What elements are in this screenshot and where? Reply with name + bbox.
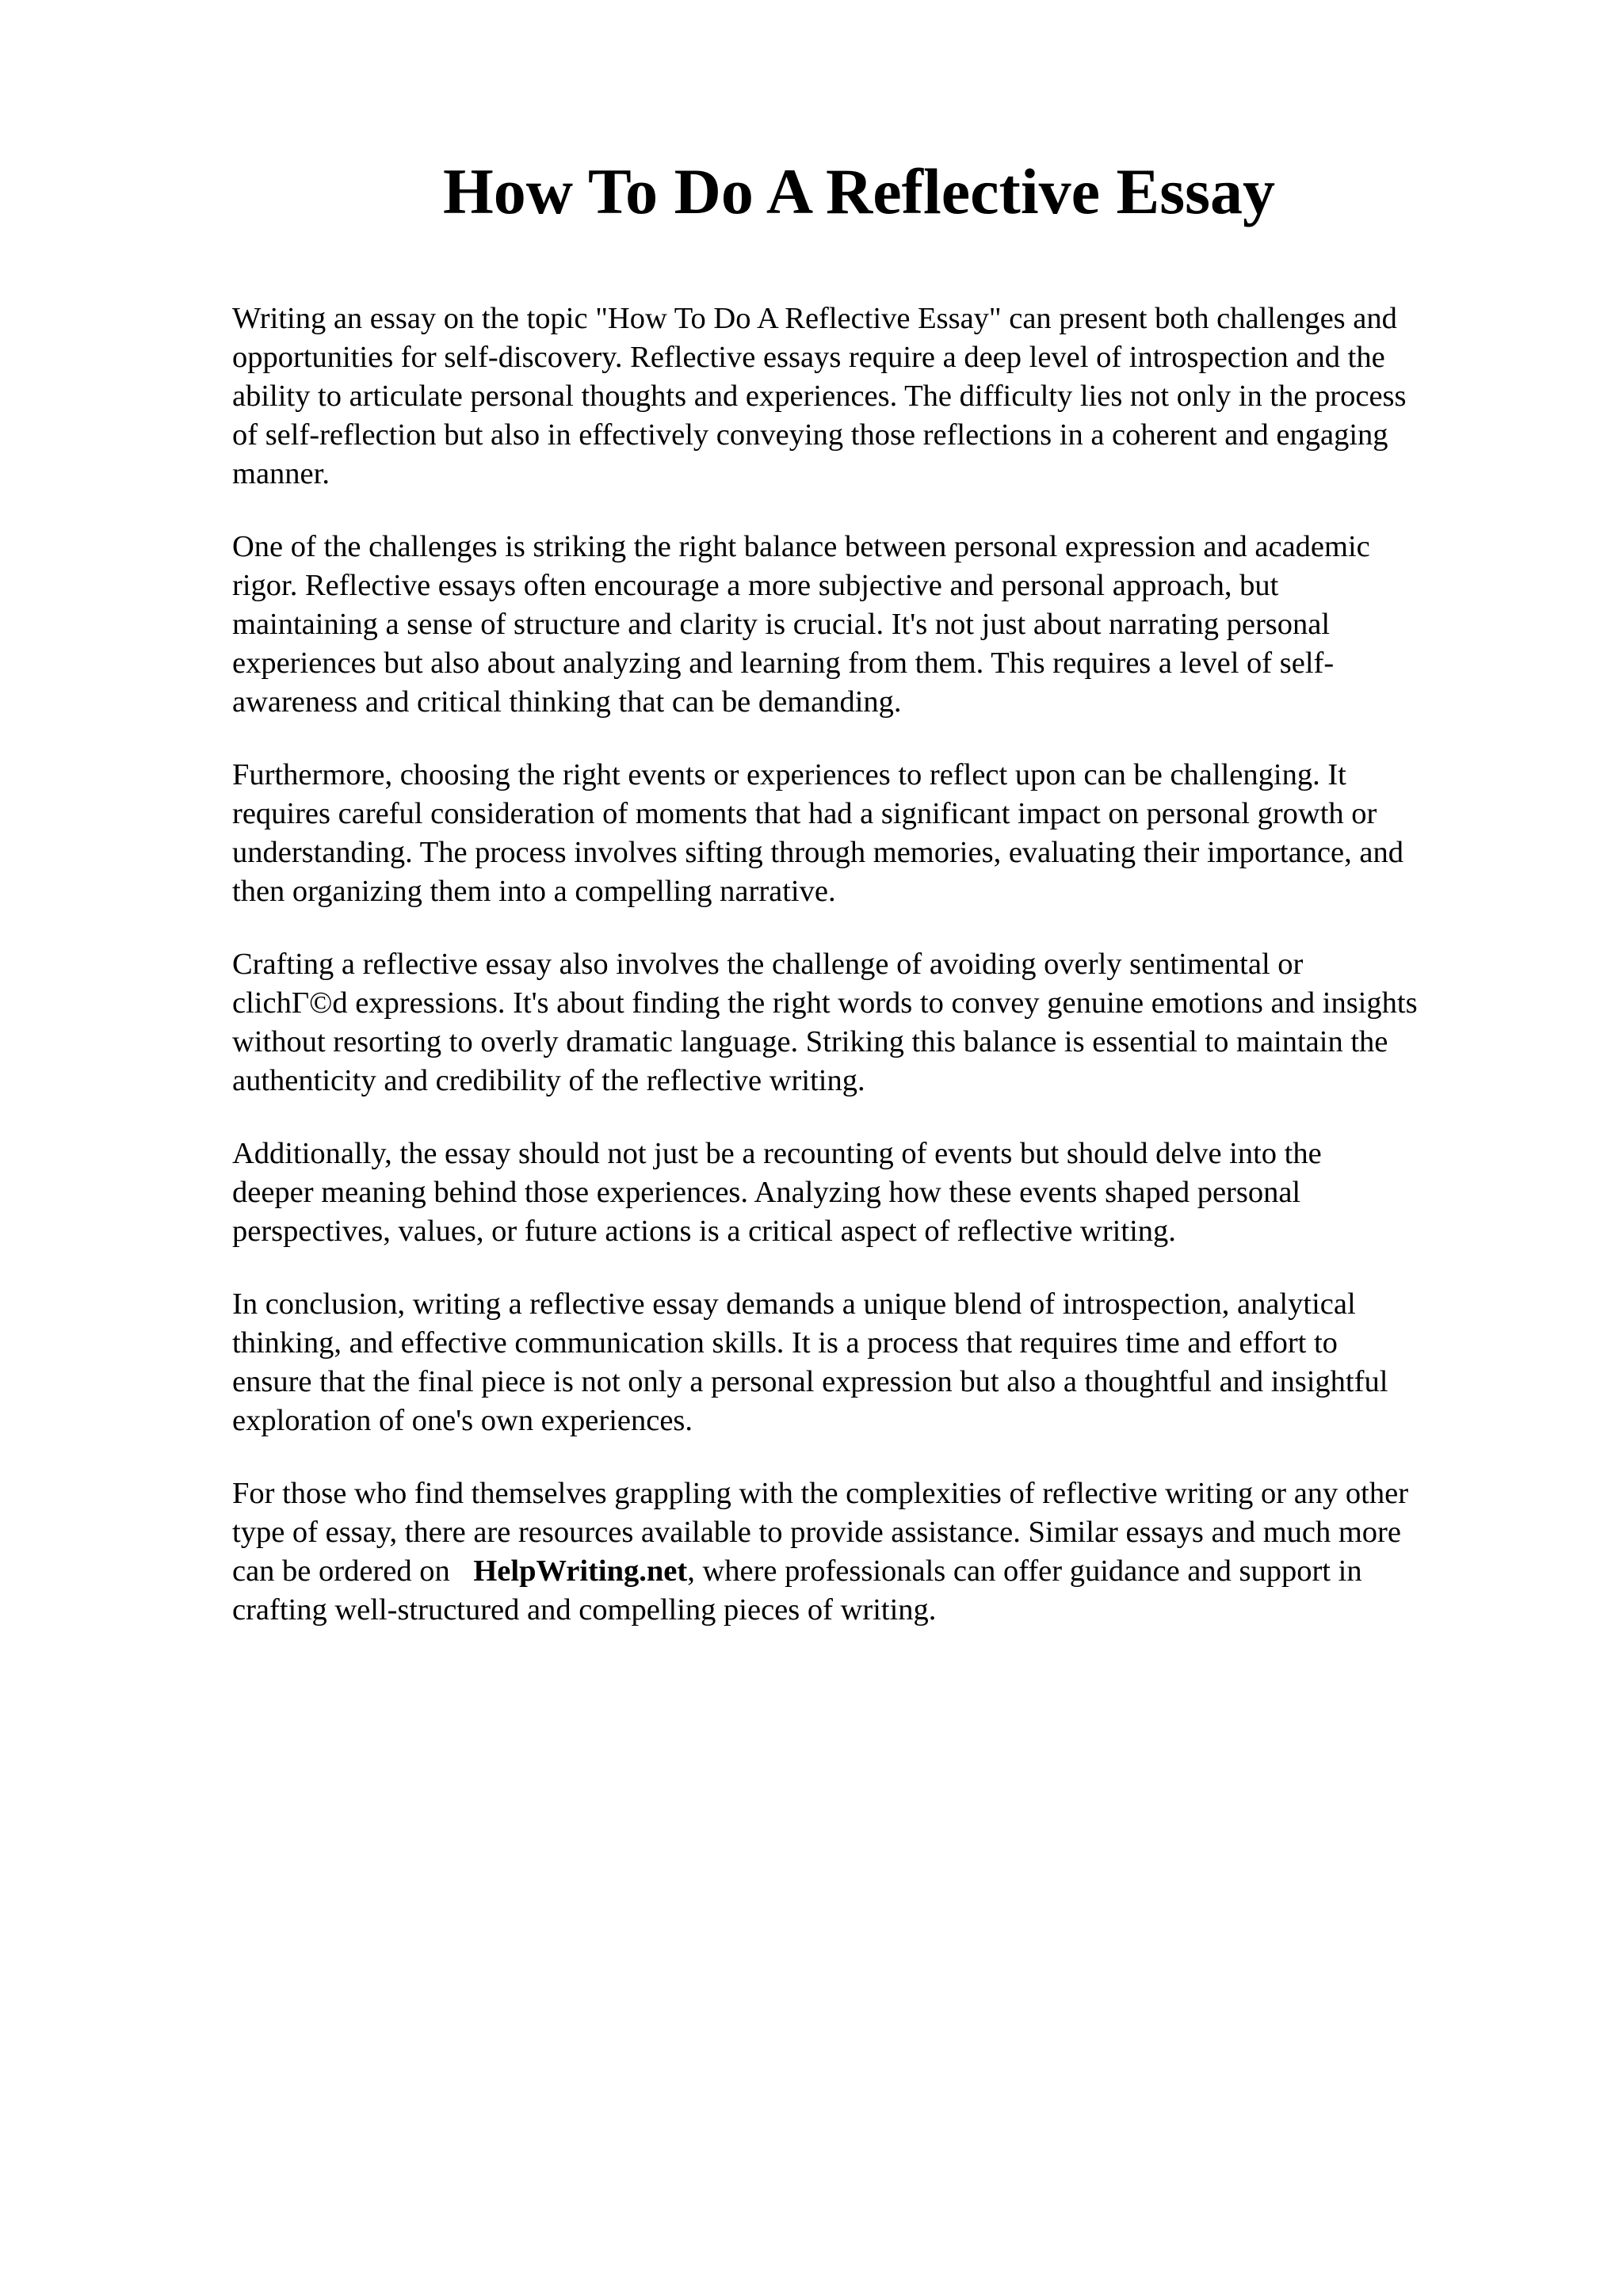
paragraph-line: thinking, and effective communication skills. It is a process that requires time and effort to	[232, 1326, 1338, 1360]
paragraph-line: ability to articulate personal thoughts and experiences. The difficulty lies not only in the process	[232, 379, 1407, 413]
paragraph-5	[232, 1135, 1516, 1251]
paragraph-line: deeper meaning behind those experiences. Analyzing how these events shaped personal	[232, 1176, 1301, 1209]
paragraph-1	[232, 299, 1516, 494]
paragraph-line: perspectives, values, or future actions is a critical aspect of reflective writing.	[232, 1215, 1176, 1248]
helpwriting-link[interactable]: HelpWriting.net	[473, 1554, 688, 1588]
paragraph-line: of self-reflection but also in effectively conveying those reflections in a coherent and engaging	[232, 418, 1388, 452]
document-body	[232, 299, 1516, 1664]
text-after-link: , where professionals can offer guidance and support in	[687, 1554, 1362, 1588]
paragraph-line: requires careful consideration of moments that had a significant impact on personal growth or	[232, 797, 1377, 830]
paragraph-line: clichΓ©d expressions. It's about finding the right words to convey genuine emotions and insights	[232, 986, 1418, 1020]
paragraph-line: exploration of one's own experiences.	[232, 1404, 693, 1437]
paragraph-line: opportunities for self-discovery. Reflective essays require a deep level of introspection and the	[232, 341, 1385, 374]
paragraph-line: One of the challenges is striking the right balance between personal expression and academic	[232, 530, 1370, 563]
paragraph-line: In conclusion, writing a reflective essay demands a unique blend of introspection, analytical	[232, 1287, 1356, 1321]
paragraph-line: then organizing them into a compelling narrative.	[232, 875, 836, 908]
paragraph-3	[232, 756, 1516, 911]
paragraph-line: Crafting a reflective essay also involves the challenge of avoiding overly sentimental or	[232, 948, 1304, 981]
paragraph-line: manner.	[232, 457, 330, 490]
paragraph-line: crafting well-structured and compelling pieces of writing.	[232, 1593, 937, 1627]
paragraph-line: awareness and critical thinking that can be demanding.	[232, 685, 902, 719]
paragraph-line: Additionally, the essay should not just be a recounting of events but should delve into the	[232, 1137, 1322, 1170]
text-before-link: can be ordered on	[232, 1554, 450, 1588]
paragraph-line: understanding. The process involves sifting through memories, evaluating their importance, and	[232, 836, 1403, 869]
paragraph-line: type of essay, there are resources available to provide assistance. Similar essays and much more	[232, 1516, 1401, 1549]
document-title: How To Do A Reflective Essay	[442, 155, 1276, 227]
paragraph-4	[232, 945, 1516, 1100]
paragraph-line: rigor. Reflective essays often encourage a more subjective and personal approach, but	[232, 569, 1279, 602]
paragraph-2	[232, 528, 1516, 722]
paragraph-line: For those who find themselves grappling with the complexities of reflective writing or any other	[232, 1477, 1409, 1510]
paragraph-line: experiences but also about analyzing and learning from them. This requires a level of self-	[232, 646, 1335, 680]
paragraph-7	[232, 1474, 1516, 1630]
paragraph-line: Furthermore, choosing the right events or experiences to reflect upon can be challenging. It	[232, 758, 1346, 791]
paragraph-line: maintaining a sense of structure and clarity is crucial. It's not just about narrating personal	[232, 608, 1331, 641]
paragraph-line: ensure that the final piece is not only a personal expression but also a thoughtful and insightful	[232, 1365, 1388, 1398]
paragraph-line: authenticity and credibility of the reflective writing.	[232, 1064, 865, 1097]
paragraph-line-with-link	[232, 1552, 1516, 1591]
paragraph-line: Writing an essay on the topic "How To Do A Reflective Essay" can present both challenges and	[232, 302, 1397, 335]
paragraph-line: without resorting to overly dramatic language. Striking this balance is essential to maintain the	[232, 1025, 1388, 1058]
paragraph-6	[232, 1285, 1516, 1440]
